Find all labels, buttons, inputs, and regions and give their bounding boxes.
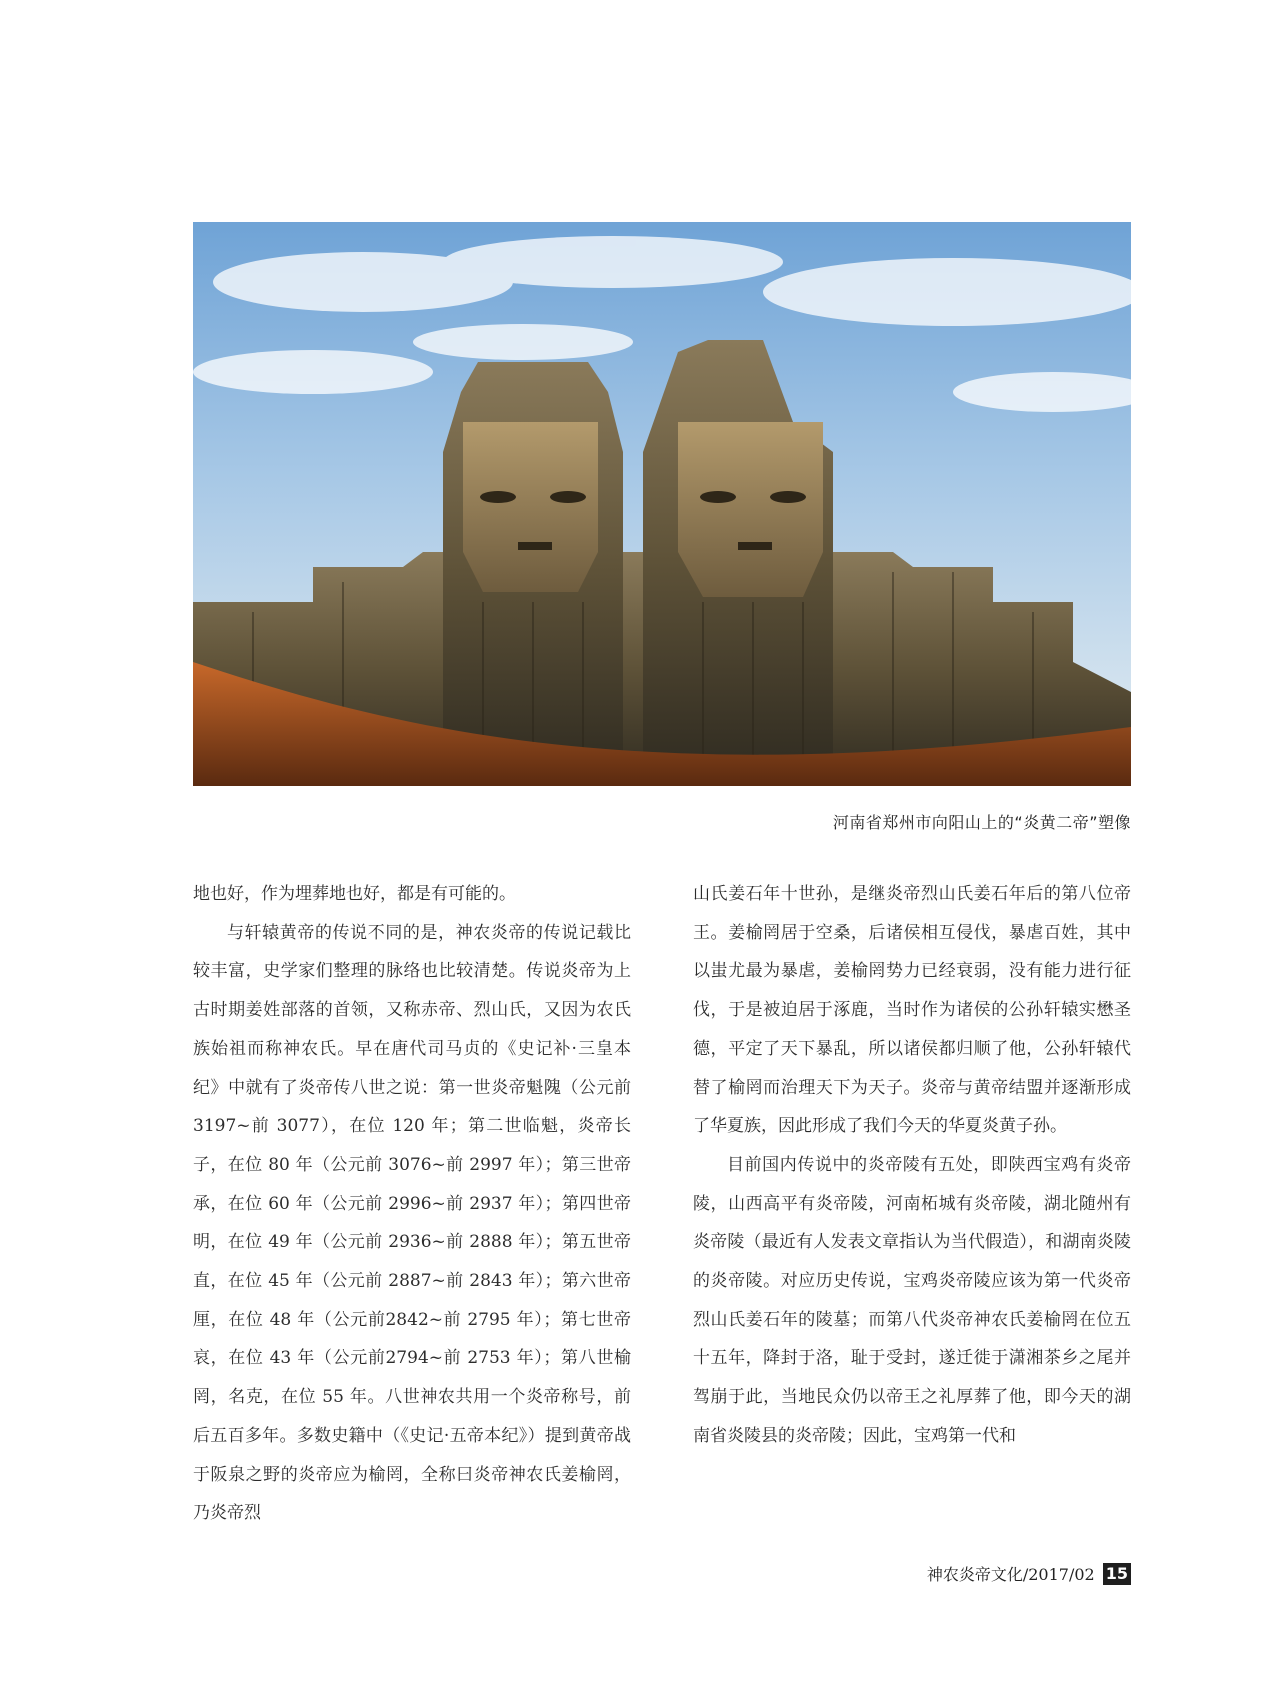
journal-issue: 神农炎帝文化/2017/02 — [926, 1565, 1095, 1584]
right-text-column — [693, 875, 1131, 1456]
statue-photo-icon — [193, 222, 1131, 786]
right-paragraph-1: 山氏姜石年十世孙，是继炎帝烈山氏姜石年后的第八位帝王。姜榆罔居于空桑，后诸侯相互侵伐，暴虐百姓，其中以蚩尤最为暴虐，姜榆罔势力已经衰弱，没有能力进行征伐，于是被迫居于涿鹿，当时作为诸侯的公孙轩辕实懋圣德，平定了天下暴乱，所以诸侯都归顺了他，公孙轩辕代替了榆罔而治理天下为天子。炎帝与黄帝结盟并逐渐形成了华夏族，因此形成了我们今天的华夏炎黄子孙。 — [693, 884, 1131, 1137]
page-footer — [927, 1562, 1131, 1585]
photo-caption: 河南省郑州市向阳山上的“炎黄二帝”塑像 — [832, 813, 1131, 832]
right-paragraph-2: 目前国内传说中的炎帝陵有五处，即陕西宝鸡有炎帝陵，山西高平有炎帝陵，河南柘城有炎帝陵，湖北随州有炎帝陵（最近有人发表文章指认为当代假造），和湖南炎陵的炎帝陵。对应历史传说，宝鸡炎帝陵应该为第一代炎帝烈山氏姜石年的陵墓；而第八代炎帝神农氏姜榆罔在位五十五年，降封于洛，耻于受封，遂迁徙于潇湘茶乡之尾并驾崩于此，当地民众仍以帝王之礼厚葬了他，即今天的湖南省炎陵县的炎帝陵；因此，宝鸡第一代和 — [693, 1154, 1131, 1446]
left-text-column — [193, 875, 631, 1533]
left-paragraph-2: 与轩辕黄帝的传说不同的是，神农炎帝的传说记载比较丰富，史学家们整理的脉络也比较清楚。传说炎帝为上古时期姜姓部落的首领，又称赤帝、烈山氏，又因为农氏族始祖而称神农氏。早在唐代司马贞的《史记补·三皇本纪》中就有了炎帝传八世之说：第一世炎帝魁隗（公元前 3197~前 3077），在位 120 年；第二世临魁，炎帝长子，在位 80 年（公元前 3076~前 2997 年）；第三世帝承，在位 60 年（公元前 2996~前 2937 年）；第四世帝明，在位 49 年（公元前 2936~前 2888 年）；第五世帝直，在位 45 年（公元前 2887~前 2843 年）；第六世帝厘，在位 48 年（公元前2842~前 2795 年）；第七世帝哀，在位 43 年（公元前2794~前 2753 年）；第八世榆罔，名克，在位 55 年。八世神农共用一个炎帝称号，前后五百多年。多数史籍中（《史记·五帝本纪》）提到黄帝战于阪泉之野的炎帝应为榆罔，全称曰炎帝神农氏姜榆罔，乃炎帝烈 — [193, 922, 631, 1524]
page-number: 15 — [1103, 1563, 1131, 1585]
left-paragraph-1: 地也好，作为埋葬地也好，都是有可能的。 — [193, 884, 516, 904]
statue-photo — [193, 222, 1131, 786]
